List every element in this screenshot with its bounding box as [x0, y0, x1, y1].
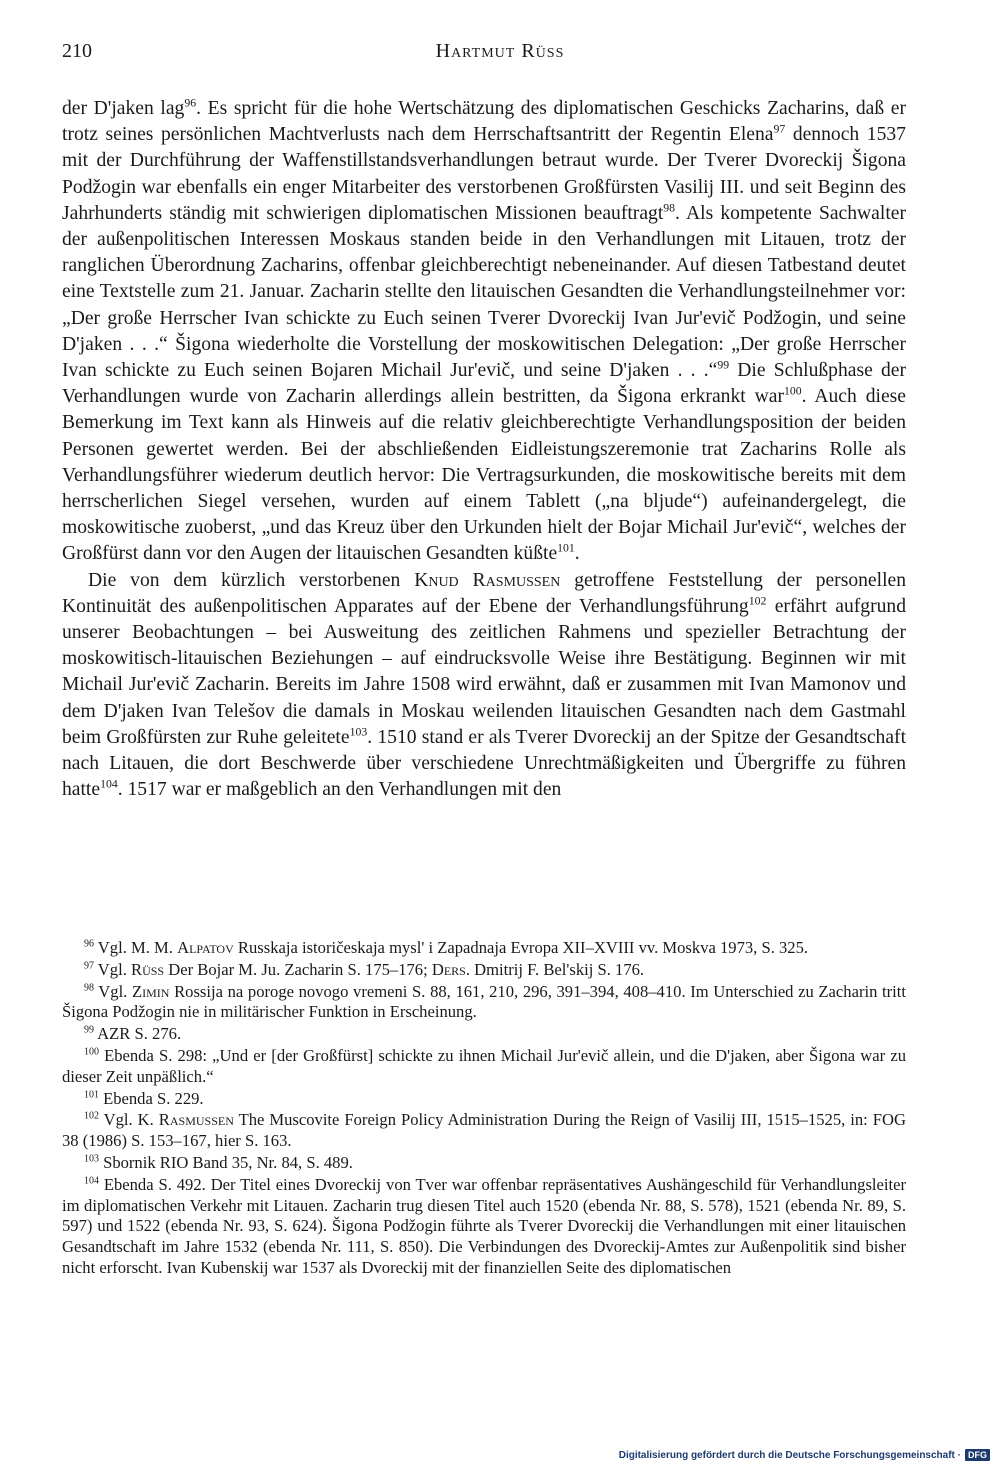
footnote-number: 101: [84, 1089, 99, 1101]
text-run: der D'jaken lag: [62, 98, 185, 119]
text-run: Vgl.: [93, 959, 131, 979]
footnote-number: 99: [84, 1024, 94, 1036]
text-run: getroffene Feststellung der personellen Kontinuität des außenpolitischen Apparates auf der Ebene der Verhandlungsführung: [62, 569, 907, 617]
footnote: [62, 938, 906, 959]
funding-footer: [619, 1449, 990, 1461]
footnote: [62, 1175, 906, 1279]
text-run: . Auch diese Bemerkung im Text kann als Hinweis auf die relativ gleichberechtigte Verhandlungsposition der beiden Personen gewertet werden. Bei der abschließenden Eidleistungszeremonie trat Zacharins Rolle als Verhandlungsführer wiederum deutlich hervor: Die Vertragsurkunden, die moskowitische bereits mit dem herrscherlichen Siegel versehen, wurden auf einem Tablett („na bljude“) aufeinandergelegt, die moskowitische zuoberst, „und das Kreuz über den Urkunden hielt der Bojar Michail Jur'evič“, welches der Großfürst dann vor den Augen der litauischen Gesandten küßte: [62, 386, 906, 565]
footnote: [62, 960, 906, 981]
footnote: [62, 1046, 906, 1088]
text-run: erfährt aufgrund unserer Beobachtungen – bei Ausweitung des zeitlichen Rahmens und spezieller Betrachtung der moskowitisch-litauischen Beziehungen – auf eindrucksvolle Weise ihre Bestätigung. Beginnen wir mit Michail Jur'evič Zacharin. Bereits im Jahre 1508 wird erwähnt, daß er zusammen mit Ivan Mamonov und dem D'jaken Ivan Telešov die damals in Moskau weilenden litauischen Gesandten nach dem Gastmahl beim Großfürsten zur Ruhe geleitete: [62, 595, 906, 748]
text-run: Die Schlußphase der Verhandlungen wurde von Zacharin allerdings allein bestritten, da Šigona erkrankt war: [62, 360, 906, 408]
running-head: Hartmut Rüss: [435, 40, 565, 62]
text-run: Ebenda S. 229.: [98, 1088, 204, 1108]
body-text: [62, 96, 906, 803]
footnote-number: 97: [84, 960, 94, 972]
footnote-ref[interactable]: 97: [773, 122, 786, 136]
footnote: [62, 1024, 906, 1045]
text-run: Rossija na poroge novogo vremeni S. 88, 161, 210, 296, 391–394, 408–410. Im Unterschied zu Zacharin tritt Šigona Podžogin nie in militärischer Funktion in Erscheinung.: [62, 981, 906, 1022]
dfg-logo-icon: DFG: [965, 1449, 990, 1461]
footnote-number: 102: [84, 1110, 99, 1122]
footnote: [62, 1110, 906, 1152]
footnote-ref[interactable]: 102: [748, 594, 767, 608]
text-run: Dmitrij F. Bel'skij S. 176.: [470, 959, 645, 979]
text-run: Vgl. M. M.: [93, 938, 178, 957]
text-run: . Als kompetente Sachwalter der außenpolitischen Interessen Moskaus standen beide in den Verhandlungen mit Litauen, trotz der ranglichen Überordnung Zacharins, offenbar gleichberechtigt nebeneinander. Auf diesen Tatbestand deutet eine Textstelle zum 21. Januar. Zacharin stellte den litauischen Gesandten die Verhandlungsteilnehmer vor: „Der große Herrscher Ivan schickte zu Euch seinen Tverer Dvoreckij Ivan Jur'evič Podžogin, und seine D'jaken . . .“ Šigona wiederholte die Vorstellung der moskowitischen Delegation: „Der große Herrscher Ivan schickte zu Euch seinen Bojaren Michail Jur'evič, und seine D'jaken . . .“: [62, 202, 906, 382]
text-run: .: [574, 543, 580, 565]
author-name: Rasmussen: [158, 1110, 234, 1130]
page-number: 210: [62, 40, 92, 62]
footnotes: [62, 938, 906, 1280]
text-run: . Es spricht für die hohe Wertschätzung des diplomatischen Geschicks Zacharins, daß er trotz seines persönlichen Machtverlusts nach dem Herrschaftsantritt der Regentin Elena: [62, 98, 906, 146]
author-name: Alpatov: [177, 938, 234, 957]
text-run: dennoch 1537 mit der Durchführung der Waffenstillstandsverhandlungen betraut wurde. Der Tverer Dvoreckij Šigona Podžogin war ebenfalls ein enger Mitarbeiter des verstorbenen Großfürsten Vasilij III. und seit Beginn des Jahrhunderts ständig mit schwierigen diplomatischen Missionen beauftragt: [62, 124, 906, 224]
text-run: The Muscovite Foreign Policy Administration During the Reign of Vasilij III, 1515–1525, in: FOG 38 (1986) S. 153–167, hier S. 163.: [62, 1110, 906, 1151]
text-run: Russkaja istoričeskaja mysl' i Zapadnaja Evropa XII–XVIII vv. Moskva 1973, S. 325.: [233, 938, 809, 957]
footnote-ref[interactable]: 96: [184, 96, 197, 110]
text-run: Ebenda S. 492. Der Titel eines Dvoreckij von Tver war offenbar repräsentatives Aushängeschild für Verhandlungsleiter im diplomatischen Verkehr mit Litauen. Zacharin trug diesen Titel auch 1520 (ebenda Nr. 88, S. 578), 1521 (ebenda Nr. 89, S. 597) und 1522 (ebenda Nr. 93, S. 624). Šigona Podžogin führte als Tverer Dvoreckij die Verhandlungen mit einer litauischen Gesandtschaft im Jahre 1532 (ebenda Nr. 111, S. 850). Die Verbindungen des Dvoreckij-Amtes zur Außenpolitik sind bisher nicht erforscht. Ivan Kubenskij war 1537 als Dvoreckij mit der finanziellen Seite des diplomatischen: [62, 1174, 906, 1277]
text-run: AZR S. 276.: [93, 1024, 182, 1044]
footnote-number: 100: [84, 1046, 99, 1058]
paragraph: [62, 568, 906, 804]
footnote-number: 104: [84, 1175, 99, 1187]
footnote-ref[interactable]: 101: [557, 541, 575, 555]
funding-note: Digitalisierung gefördert durch die Deutsche Forschungsgemeinschaft ·: [618, 1449, 961, 1461]
footnote-ref[interactable]: 103: [349, 725, 368, 739]
author-name: Rüss: [131, 959, 165, 979]
footnote-ref[interactable]: 104: [100, 777, 118, 791]
text-run: Vgl. K.: [98, 1110, 159, 1130]
text-run: . 1517 war er maßgeblich an den Verhandlungen mit den: [117, 779, 562, 801]
text-run: Die von dem kürzlich verstorbenen: [88, 569, 415, 591]
footnote-number: 96: [84, 938, 94, 950]
footnote-ref[interactable]: 99: [717, 358, 730, 372]
footnote-ref[interactable]: 100: [784, 384, 802, 398]
paragraph: [62, 96, 906, 568]
author-name: Knud Rasmussen: [414, 569, 561, 591]
text-run: Ebenda S. 298: „Und er [der Großfürst] schickte zu ihnen Michail Jur'evič allein, und die D'jaken, aber Šigona war zu dieser Zeit unpäßlich.“: [62, 1045, 906, 1086]
footnote-number: 103: [84, 1153, 99, 1165]
footnote: [62, 1089, 906, 1110]
text-run: Vgl.: [93, 981, 132, 1001]
footnote-ref[interactable]: 98: [663, 201, 676, 215]
footnote: [62, 982, 906, 1024]
author-name: Ders.: [431, 959, 470, 979]
text-run: Der Bojar M. Ju. Zacharin S. 175–176;: [164, 959, 432, 979]
footnote-number: 98: [84, 982, 94, 994]
author-name: Zimin: [131, 981, 170, 1001]
text-run: Sbornik RIO Band 35, Nr. 84, S. 489.: [98, 1152, 353, 1172]
footnote: [62, 1153, 906, 1174]
text-run: . 1510 stand er als Tverer Dvoreckij an der Spitze der Gesandtschaft nach Litauen, die dort Beschwerde über verschiedene Unrechtmäßigkeiten und Übergriffe zu führen hatte: [62, 726, 907, 801]
